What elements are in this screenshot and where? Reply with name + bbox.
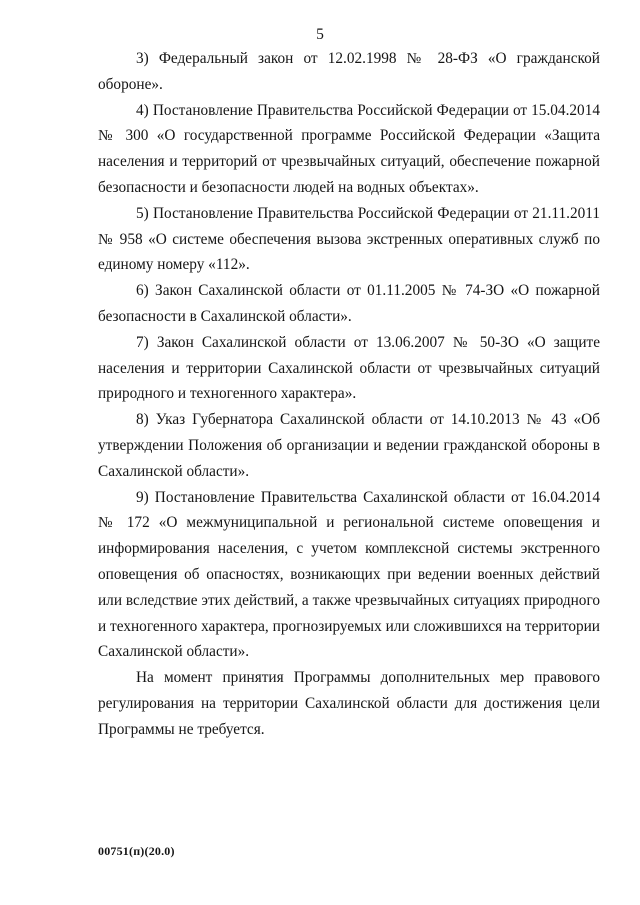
list-item: 7) Закон Сахалинской области от 13.06.2007 № 50-ЗО «О защите населения и территории Сахалинской области от чрезвычайных ситуаций природного и техногенного характера». [98,333,600,403]
page-number: 5 [316,26,324,43]
list-item: 6) Закон Сахалинской области от 01.11.2005 № 74-ЗО «О пожарной безопасности в Сахалинской области». [98,282,600,325]
list-item: 9) Постановление Правительства Сахалинской области от 16.04.2014 № 172 «О межмуниципальной и региональной системе оповещения и информирования населения, с учетом комплексной системы экстренного оповещения об опасностях, возникающих при ведении военных действий или вследствие этих действий, а также чрезвычайных ситуациях природного и техногенного характера, прогнозируемых или сложившихся на территории Сахалинской области». [98,488,600,661]
list-item: 4) Постановление Правительства Российской Федерации от 15.04.2014 № 300 «О государственной программе Российской Федерации «Защита населения и территорий от чрезвычайных ситуаций, обеспечение пожарной безопасности и безопасности людей на водных объектах». [98,101,600,196]
closing-paragraph: На момент принятия Программы дополнительных мер правового регулирования на территории Сахалинской области для достижения цели Программы не требуется. [98,669,600,738]
list-item: 8) Указ Губернатора Сахалинской области от 14.10.2013 № 43 «Об утверждении Положения об организации и ведении гражданской обороны в Сахалинской области». [98,411,600,480]
document-body [98,46,600,743]
document-code: 00751(п)(20.0) [98,844,175,858]
list-item: 3) Федеральный закон от 12.02.1998 № 28-ФЗ «О гражданской обороне». [98,50,600,93]
list-item: 5) Постановление Правительства Российской Федерации от 21.11.2011 № 958 «О системе обеспечения вызова экстренных оперативных служб по единому номеру «112». [98,204,600,274]
